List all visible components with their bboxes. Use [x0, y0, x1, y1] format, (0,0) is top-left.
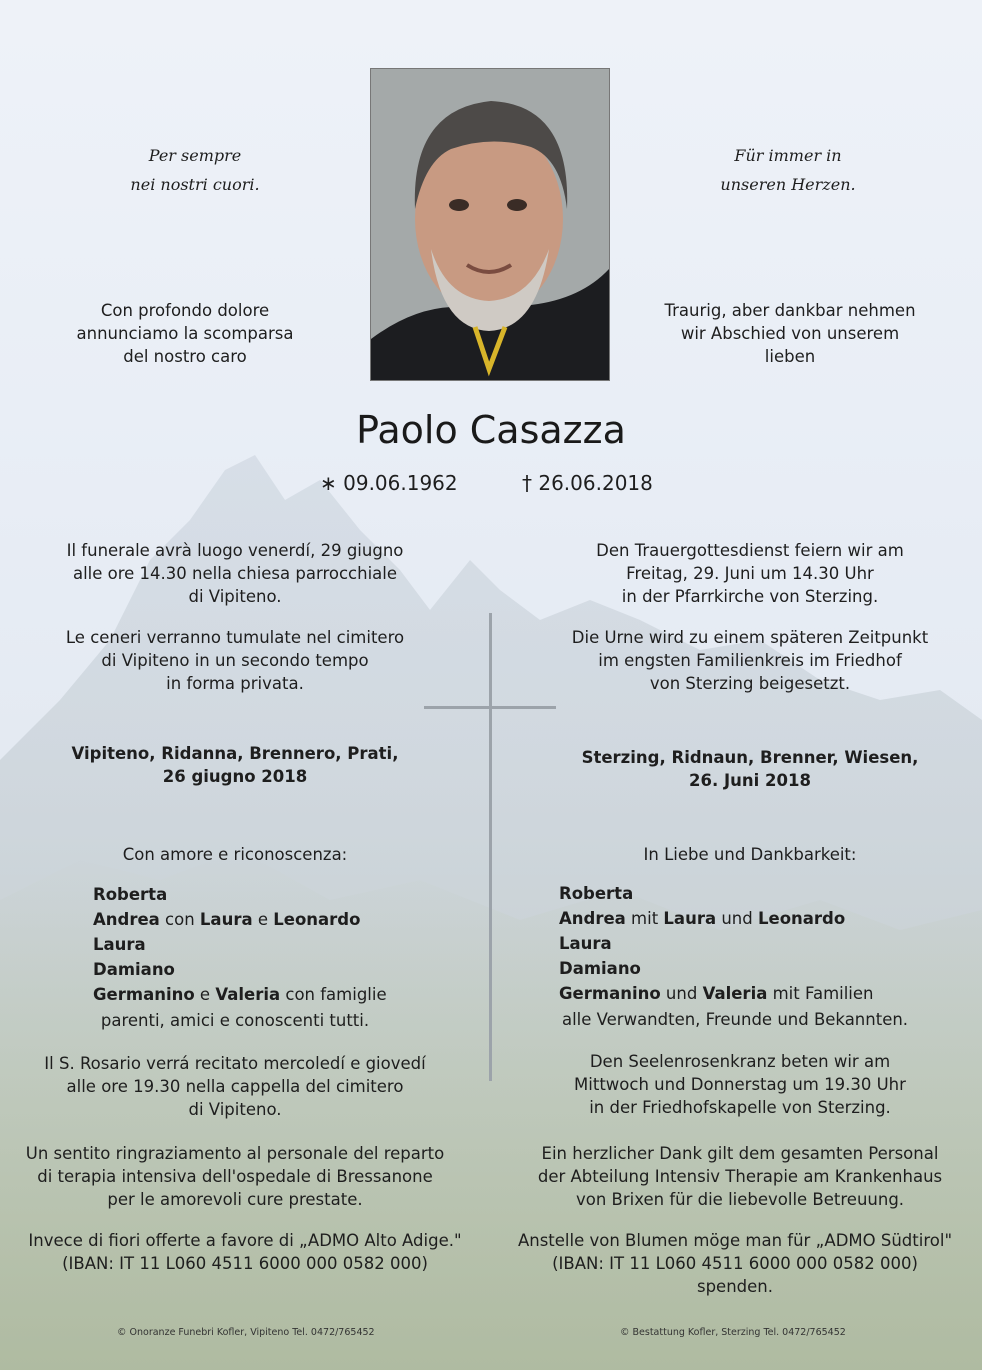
- right-place-line: Sterzing, Ridnaun, Brenner, Wiesen,: [581, 748, 919, 767]
- family-line: [93, 982, 423, 1007]
- death-date: † 26.06.2018: [522, 471, 653, 495]
- left-rosary-line: di Vipiteno.: [188, 1100, 282, 1119]
- left-thanks-line: Un sentito ringraziamento al personale del reparto: [25, 1144, 445, 1163]
- left-thanks-notice: [10, 1142, 460, 1211]
- family-member: Leonardo: [273, 910, 361, 929]
- right-funeral-line: Freitag, 29. Juni um 14.30 Uhr: [626, 564, 874, 583]
- left-rosary-line: alle ore 19.30 nella cappella del cimitero: [66, 1077, 404, 1096]
- right-thanks-line: der Abteilung Intensiv Therapie am Krankenhaus: [537, 1167, 943, 1186]
- right-rosary-line: Den Seelenrosenkranz beten wir am: [589, 1052, 891, 1071]
- left-place-line: Vipiteno, Ridanna, Brennero, Prati,: [71, 744, 399, 763]
- family-line: [559, 981, 899, 1006]
- family-connector: e: [252, 910, 274, 929]
- left-funeral-notice: [20, 539, 450, 608]
- right-rosary-line: in der Friedhofskapelle von Sterzing.: [589, 1098, 891, 1117]
- left-intro-line: annunciamo la scomparsa: [76, 324, 294, 343]
- birth-date: ∗ 09.06.1962: [320, 471, 458, 495]
- family-member: Damiano: [559, 959, 641, 978]
- right-relatives-line: alle Verwandten, Freunde und Bekannten.: [561, 1010, 909, 1029]
- family-member: Andrea: [559, 909, 626, 928]
- family-member: Laura: [559, 934, 612, 953]
- family-member: Laura: [93, 935, 146, 954]
- right-donation-notice: [495, 1229, 975, 1298]
- right-funeral-notice: [535, 539, 965, 608]
- left-ashes-line: di Vipiteno in un secondo tempo: [101, 651, 369, 670]
- left-intro: [50, 299, 320, 368]
- left-thanks-line: di terapia intensiva dell'ospedale di Bressanone: [37, 1167, 433, 1186]
- family-connector: mit Familien: [767, 984, 874, 1003]
- family-member: Valeria: [702, 984, 768, 1003]
- right-thanks-notice: [505, 1142, 975, 1211]
- cross-horizontal-bar: [424, 706, 556, 709]
- left-relatives-line: parenti, amici e conoscenti tutti.: [100, 1011, 370, 1030]
- right-motto-line: unseren Herzen.: [720, 175, 856, 194]
- right-intro-line: wir Abschied von unserem: [680, 324, 900, 343]
- right-place-line: 26. Juni 2018: [689, 771, 811, 790]
- right-donation-line: (IBAN: IT 11 L060 4511 6000 000 0582 000): [552, 1254, 918, 1273]
- family-connector: und: [660, 984, 703, 1003]
- left-ashes-line: Le ceneri verranno tumulate nel cimitero: [65, 628, 405, 647]
- family-member: Laura: [199, 910, 253, 929]
- family-member: Valeria: [215, 985, 281, 1004]
- left-motto: [100, 141, 290, 199]
- portrait-photo: [370, 68, 610, 381]
- family-member: Leonardo: [757, 909, 846, 928]
- family-connector: mit: [625, 909, 664, 928]
- family-member: Damiano: [93, 960, 175, 979]
- left-funeral-line: alle ore 14.30 nella chiesa parrocchiale: [72, 564, 398, 583]
- cross-vertical-bar: [489, 613, 492, 1081]
- left-funeral-line: Il funerale avrà luogo venerdí, 29 giugno: [66, 541, 404, 560]
- left-ashes-line: in forma privata.: [166, 674, 304, 693]
- right-ashes-line: von Sterzing beigesetzt.: [649, 674, 851, 693]
- deceased-name: Paolo Casazza: [356, 408, 626, 452]
- family-connector: con: [159, 910, 200, 929]
- right-donation-line: Anstelle von Blumen möge man für „ADMO Südtirol": [517, 1231, 953, 1250]
- left-footer-credit: © Onoranze Funebri Kofler, Vipiteno Tel. 0472/765452: [117, 1327, 375, 1338]
- right-funeral-line: Den Trauergottesdienst feiern wir am: [596, 541, 904, 560]
- right-intro: [640, 299, 940, 368]
- left-rosary-line: Il S. Rosario verrá recitato mercoledí e giovedí: [44, 1054, 426, 1073]
- left-motto-line: nei nostri cuori.: [130, 175, 260, 194]
- family-connector: con famiglie: [280, 985, 387, 1004]
- right-thanks-line: von Brixen für die liebevolle Betreuung.: [575, 1190, 905, 1209]
- right-footer-credit: © Bestattung Kofler, Sterzing Tel. 0472/765452: [620, 1327, 846, 1338]
- right-ashes-line: im engsten Familienkreis im Friedhof: [598, 651, 902, 670]
- left-motto-line: Per sempre: [148, 146, 242, 165]
- right-ashes-line: Die Urne wird zu einem späteren Zeitpunkt: [571, 628, 929, 647]
- left-ashes-notice: [20, 626, 450, 695]
- left-family-list: [93, 882, 423, 1007]
- left-place-date: [20, 742, 450, 788]
- right-intro-line: Traurig, aber dankbar nehmen: [664, 301, 916, 320]
- left-donation-line: (IBAN: IT 11 L060 4511 6000 000 0582 000): [62, 1254, 428, 1273]
- right-funeral-line: in der Pfarrkirche von Sterzing.: [621, 587, 879, 606]
- left-closing: Con amore e riconoscenza:: [122, 845, 348, 864]
- family-member: Roberta: [559, 884, 634, 903]
- left-place-line: 26 giugno 2018: [162, 767, 308, 786]
- right-family-list: [559, 881, 899, 1006]
- left-rosary-notice: [20, 1052, 450, 1121]
- family-member: Andrea: [93, 910, 160, 929]
- family-member: Germanino: [559, 984, 661, 1003]
- right-donation-line: spenden.: [696, 1277, 773, 1296]
- right-intro-line: lieben: [764, 347, 816, 366]
- left-funeral-line: di Vipiteno.: [188, 587, 282, 606]
- left-donation-notice: [10, 1229, 480, 1275]
- family-member: Germanino: [93, 985, 195, 1004]
- right-ashes-notice: [535, 626, 965, 695]
- right-rosary-notice: [515, 1050, 965, 1119]
- family-line: [93, 907, 423, 932]
- family-member: Roberta: [93, 885, 168, 904]
- right-closing: In Liebe und Dankbarkeit:: [643, 845, 857, 864]
- left-intro-line: del nostro caro: [123, 347, 247, 366]
- right-rosary-line: Mittwoch und Donnerstag um 19.30 Uhr: [574, 1075, 906, 1094]
- family-member: Laura: [663, 909, 717, 928]
- left-thanks-line: per le amorevoli cure prestate.: [107, 1190, 363, 1209]
- portrait-image: [371, 69, 609, 380]
- left-donation-line: Invece di fiori offerte a favore di „ADMO Alto Adige.": [28, 1231, 462, 1250]
- family-line: [559, 906, 899, 931]
- right-thanks-line: Ein herzlicher Dank gilt dem gesamten Personal: [541, 1144, 939, 1163]
- right-motto-line: Für immer in: [734, 146, 842, 165]
- family-connector: e: [194, 985, 216, 1004]
- left-intro-line: Con profondo dolore: [100, 301, 270, 320]
- family-connector: und: [716, 909, 758, 928]
- right-motto: [693, 141, 883, 199]
- right-place-date: [535, 746, 965, 792]
